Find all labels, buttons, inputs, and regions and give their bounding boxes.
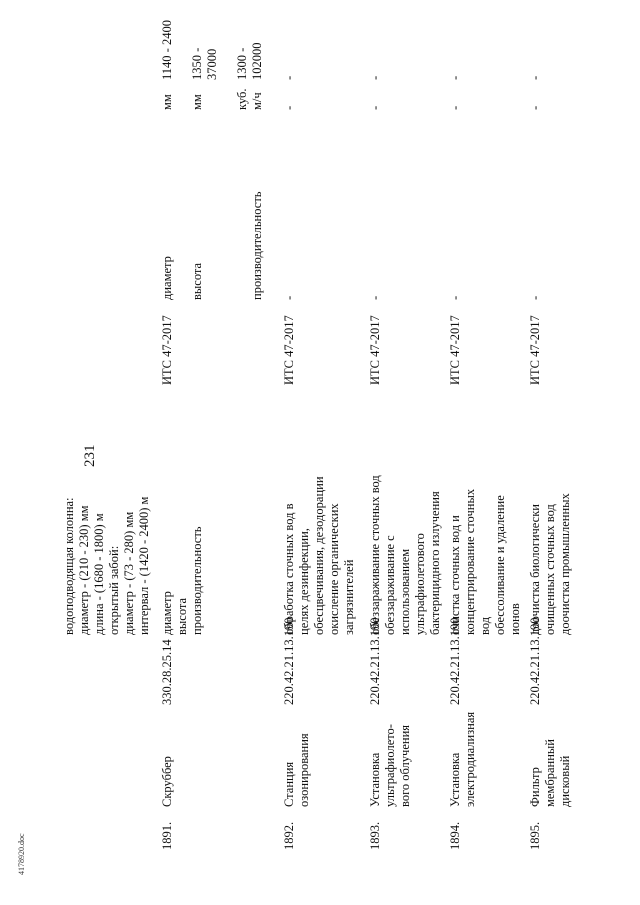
row-its: ИТС 47-2017 (282, 315, 296, 385)
row-unit: - (282, 105, 296, 110)
row-name: Скруббер (160, 756, 174, 807)
row-purpose: доочистка биологически очищенных сточных вод доочистка промышленных (528, 493, 572, 635)
row-name: Установка ультрафиолето- вого облучения (368, 724, 412, 807)
row-code: 220.42.21.13.190 (282, 617, 296, 705)
row-unit: - (528, 105, 542, 110)
row-name: Фильтр мембранный дисковый (528, 739, 572, 807)
row-number: 1891. (160, 821, 174, 850)
row-its: ИТС 47-2017 (160, 315, 174, 385)
row-param: - (528, 295, 542, 300)
page-number: 231 (82, 444, 98, 467)
row-name: Станция озонирования (282, 733, 311, 807)
row-unit: - (448, 105, 462, 110)
row-code: 220.42.21.13.190 (448, 617, 462, 705)
row-number: 1893. (368, 821, 382, 850)
row-value: 1140 - 2400 1350 - 37000 1300 - 102000 (160, 20, 264, 80)
row-param: диаметр высота производительность (160, 191, 264, 300)
row-its: ИТС 47-2017 (448, 315, 462, 385)
row-value: - (448, 75, 462, 80)
row-value: - (528, 75, 542, 80)
row-param: - (282, 295, 296, 300)
row-its: ИТС 47-2017 (528, 315, 542, 385)
row-param: - (368, 295, 382, 300)
row-its: ИТС 47-2017 (368, 315, 382, 385)
row-purpose: обеззараживание сточных вод обеззараживание с использованием ультрафиолетового бактерицидного излучения (368, 475, 442, 635)
row-code: 220.42.21.13.190 (368, 617, 382, 705)
row-value: - (282, 75, 296, 80)
row-number: 1895. (528, 821, 542, 850)
row-purpose: очистка сточных вод и концентрирование сточных вод обессоливание и удаление ионов (448, 488, 522, 635)
row-purpose: диаметр высота производительность (160, 526, 204, 635)
continued-description: водоподводящая колонна: диаметр - (210 - 230) мм длина - (1680 - 1800) м открытый забой: диаметр - (73 - 280) мм интервал - (1420 - 2400) м (62, 496, 151, 635)
row-code: 220.42.21.13.190 (528, 617, 542, 705)
row-purpose: обработка сточных вод в целях дезинфекции, обесцвечивания, дезодорации окисление органических загрязнителей (282, 476, 356, 635)
row-unit: мм мм куб. м/ч (160, 88, 264, 110)
row-param: - (448, 295, 462, 300)
row-value: - (368, 75, 382, 80)
row-number: 1892. (282, 821, 296, 850)
row-number: 1894. (448, 821, 462, 850)
row-unit: - (368, 105, 382, 110)
row-code: 330.28.25.14 (160, 639, 174, 705)
footer-filename: 4178920.doc (17, 833, 26, 875)
row-name: Установка электродиализная (448, 711, 477, 807)
